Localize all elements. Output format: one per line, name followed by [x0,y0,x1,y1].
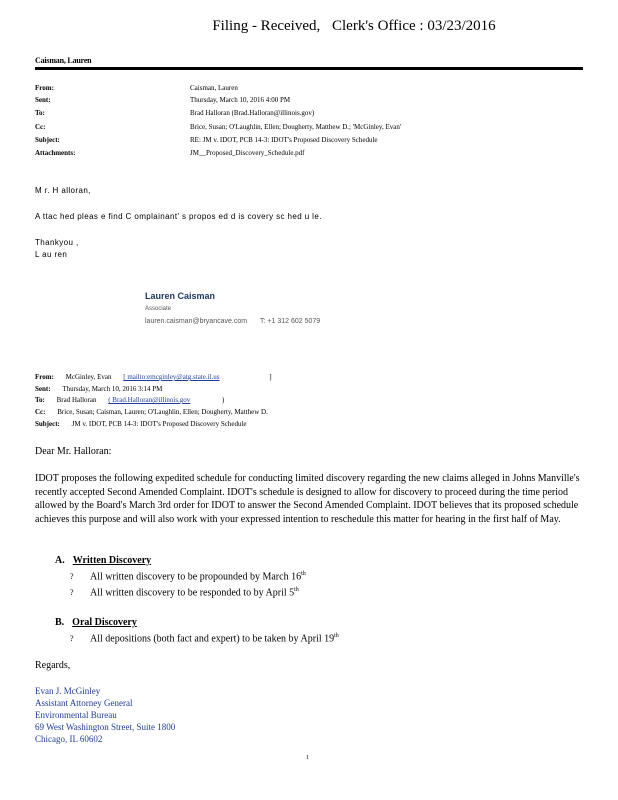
sig-block-title: Assistant Attorney General [35,698,133,708]
fwd-to-email-link[interactable]: ( Brad.Halloran@illinois.gov [108,396,191,404]
fwd-sent-value: Thursday, March 10, 2016 3:14 PM [62,385,163,393]
bullet-a1-sup: th [301,571,306,577]
email-body-line: A ttac hed pleas e find C omplainant' s propos ed d is covery sc hed u le. [35,212,322,221]
section-b-letter: B. [55,617,65,628]
header-from-label: From: [35,84,54,92]
fwd-subject-value: JM v. IDOT, PCB 14-3: IDOT's Proposed Discovery Schedule [71,420,247,428]
header-cc-label: Cc: [35,123,46,131]
sig-block-street: 69 West Washington Street, Suite 1800 [35,722,176,732]
attachment-link[interactable]: JM__Proposed_Discovery_Schedule.pdf [190,149,305,157]
signature-email[interactable]: lauren.caisman@bryancave.com [145,318,248,325]
banner-left: Filing - Received, [212,18,321,34]
fwd-subject-label: Subject: [35,420,60,428]
fwd-cc-label: Cc: [35,408,46,416]
sig-block-bureau: Environmental Bureau [35,710,117,720]
fwd-from-mailto-link[interactable]: [ mailto:emcginley@atg.state.il.us [123,373,220,381]
signature-title: Associate [145,306,172,312]
signature-name: Lauren Caisman [145,291,216,301]
filing-banner [0,18,618,35]
header-from-value: Caisman, Lauren [190,84,238,92]
fwd-from-row [35,373,272,381]
header-to-value: Brad Halloran (Brad.Halloran@illinois.gov) [190,109,315,117]
bullet-a2-text: All written discovery to be responded to by April 5 [90,587,295,599]
email-thanks: Thankyou , [35,238,79,247]
bullet-a1-text: All written discovery to be propounded by March 16 [90,571,302,583]
section-b-heading [55,617,137,628]
header-subject-value: RE: JM v. IDOT, PCB 14-3: IDOT's Proposed Discovery Schedule [190,136,378,144]
bullet-mark-icon: ? [70,572,74,582]
fwd-to-paren: ) [222,396,225,404]
section-a-letter: A. [55,555,65,566]
header-subject-label: Subject: [35,136,60,144]
fwd-cc-value: Brice, Susan; Caisman, Lauren; O'Laughlin, Ellen; Dougherty, Matthew D. [57,408,268,416]
header-attachments-label: Attachments: [35,149,76,157]
header-cc-value: Brice, Susan; O'Laughlin, Ellen; Dougherty, Matthew D.; 'McGinley, Evan' [190,123,402,131]
bullet-mark-icon: ? [70,588,74,598]
email-sender-name: Caisman, Lauren [35,56,92,65]
section-a-title: Written Discovery [72,555,152,566]
fwd-from-label: From: [35,373,54,381]
email-salutation: M r. H alloran, [35,186,91,195]
letter-paragraph: IDOT proposes the following expedited schedule for conducting limited discovery regarding the new claims alleged in Johns Manville's recently accepted Second Amended Complaint. IDOT's schedule is designed to allow for discovery to proceed during the time period allowed by the Board's March 3rd order for IDOT to answer the Second Amended Complaint. IDOT believes that its proposed schedule achieves this purpose and will also work with your expressed intention to reschedule this matter for hearing in the first half of May. [35,473,580,525]
sig-block-city: Chicago, IL 60602 [35,734,103,744]
bullet-b1-text: All depositions (both fact and expert) to be taken by April 19 [90,633,335,645]
bullet-b1 [70,633,339,644]
header-sent-value: Thursday, March 10, 2016 4:00 PM [190,96,291,104]
section-a-heading [55,555,151,566]
fwd-cc-row [35,408,268,416]
email-signoff-name: L au ren [35,250,68,259]
fwd-to-value: Brad Halloran [56,396,97,404]
bullet-a2-sup: th [294,587,299,593]
page-number: 1 [306,755,309,761]
header-to-label: To: [35,109,45,117]
sig-block-name: Evan J. McGinley [35,686,101,696]
fwd-from-value: McGinley, Evan [65,373,112,381]
fwd-from-bracket: ] [269,373,272,381]
signature-phone: T: +1 312 602 5079 [260,318,321,325]
bullet-b1-sup: th [334,633,339,639]
header-divider [35,67,583,70]
fwd-to-row [35,396,224,404]
banner-right: Clerk's Office : 03/23/2016 [332,18,496,34]
header-sent-label: Sent: [35,96,51,104]
section-b-title: Oral Discovery [72,617,137,628]
fwd-sent-label: Sent: [35,385,51,393]
letter-greeting: Dear Mr. Halloran: [35,446,112,457]
bullet-a1 [70,571,306,582]
fwd-subject-row [35,420,247,428]
bullet-a2 [70,587,299,598]
fwd-to-label: To: [35,396,45,404]
bullet-mark-icon: ? [70,634,74,644]
fwd-sent-row [35,385,162,393]
letter-regards: Regards, [35,660,71,671]
